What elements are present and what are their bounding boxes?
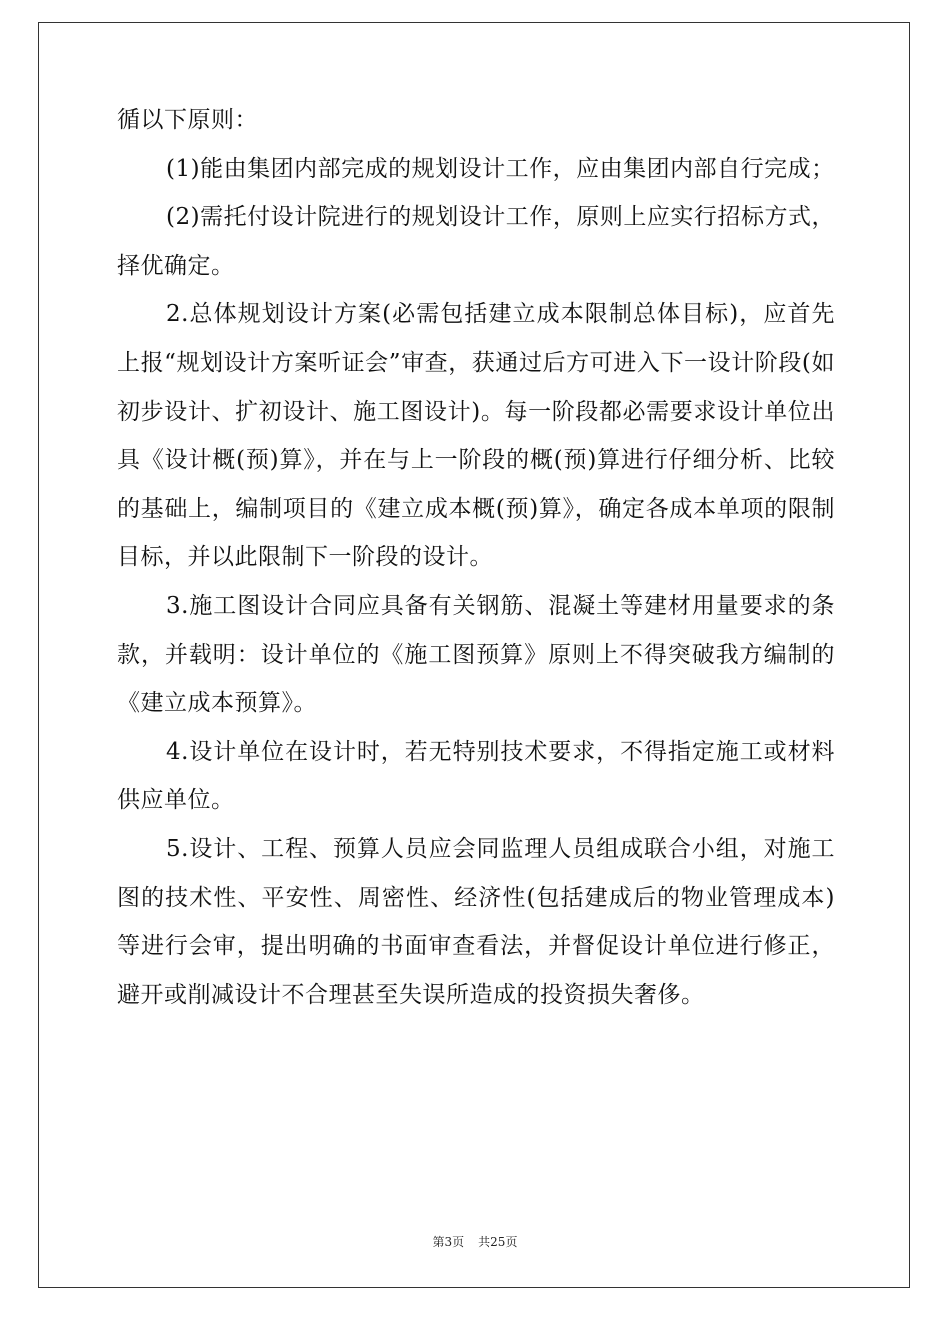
page-total: 共25页 [478, 1235, 518, 1249]
paragraph-7: 5.设计、工程、预算人员应会同监理人员组成联合小组，对施工图的技术性、平安性、周密性、经济性(包括建成后的物业管理成本)等进行会审，提出明确的书面审查看法，并督促设计单位进行修正，避开或削减设计不合理甚至失误所造成的投资损失奢侈。 [117, 835, 835, 1008]
paragraph-4: 2.总体规划设计方案(必需包括建立成本限制总体目标)，应首先上报“规划设计方案听证会”审查，获通过后方可进入下一设计阶段(如初步设计、扩初设计、施工图设计)。每一阶段都必需要求设计单位出具《设计概(预)算》，并在与上一阶段的概(预)算进行仔细分析、比较的基础上，编制项目的《建立成本概(预)算》，确定各成本单项的限制目标，并以此限制下一阶段的设计。 [117, 301, 835, 571]
paragraph-6: 4.设计单位在设计时，若无特别技术要求，不得指定施工或材料供应单位。 [117, 738, 835, 814]
paragraph-5: 3.施工图设计合同应具备有关钢筋、混凝土等建材用量要求的条款，并载明：设计单位的《施工图预算》原则上不得突破我方编制的《建立成本预算》。 [117, 592, 835, 717]
paragraph-1: 循以下原则： [117, 107, 258, 133]
paragraph-2: (1)能由集团内部完成的规划设计工作，应由集团内部自行完成； [166, 155, 835, 182]
paragraph-3: (2)需托付设计院进行的规划设计工作，原则上应实行招标方式，择优确定。 [117, 204, 835, 279]
page-number: 第3页 [432, 1235, 465, 1249]
page-footer [0, 1233, 950, 1250]
document-body [117, 96, 835, 1019]
